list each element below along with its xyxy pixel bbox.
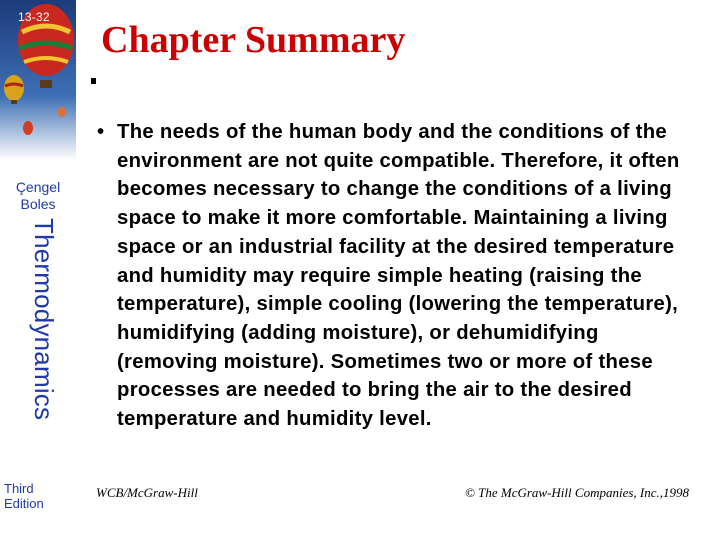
publisher-footer: WCB/McGraw-Hill (96, 485, 198, 500)
subject-text: Thermodynamics (29, 218, 59, 421)
sidebar (0, 0, 76, 540)
summary-text: The needs of the human body and the conditions of the environment are not quite compatible. Therefore, it often becomes necessary to change the conditions of a living space to make it more comfortable. Maintaining a living space or an industrial facility at the desired temperature and humidity may require simple heating (raising the temperature), simple cooling (lowering the temperature), humidifying (adding moisture), or dehumidifying (removing moisture). Sometimes two or more of these processes are needed to bring the air to the desired temperature and humidity level. (117, 121, 680, 431)
balloon-photo (0, 0, 76, 160)
slide-title: Chapter Summary (101, 19, 406, 61)
author-name: Boles (20, 196, 56, 212)
author-names (0, 179, 76, 213)
summary-bullet (97, 118, 687, 434)
author-name: Çengel (15, 179, 61, 195)
slide-number: 13-32 (18, 10, 50, 24)
subject-label (29, 218, 59, 438)
bullet-marker: • (97, 121, 105, 143)
title-marker (91, 78, 96, 84)
copyright-footer: © The McGraw-Hill Companies, Inc.,1998 (465, 485, 689, 500)
edition-label: Third Edition (4, 481, 44, 511)
